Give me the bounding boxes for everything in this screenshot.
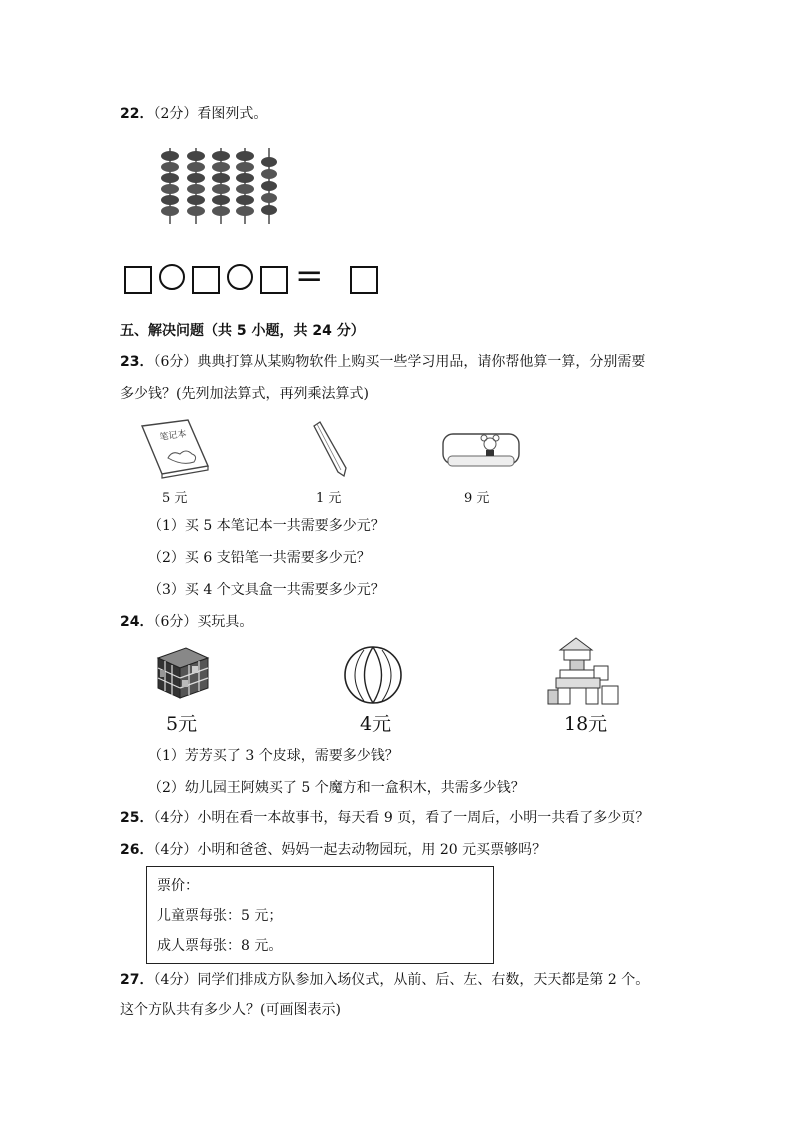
q23-line-1 (120, 352, 645, 372)
q23-line-2: 多少钱？(先列加法算式，再列乘法算式) (120, 386, 369, 402)
question-text: 看图列式。 (197, 106, 268, 122)
q23-sub-3: （3）买 4 个文具盒一共需要多少元？ (148, 582, 385, 598)
question-number: 24． (120, 614, 154, 630)
pencil-picture (310, 420, 350, 478)
skewer-2 (187, 148, 205, 224)
skewer-1 (161, 148, 179, 224)
pencil-case-picture (440, 430, 524, 472)
skewer-picture (150, 140, 290, 230)
q23-sub-2: （2）买 6 支铅笔一共需要多少元？ (148, 550, 371, 566)
answer-box-result[interactable] (350, 266, 378, 294)
skewer-3 (212, 148, 230, 224)
ticket-price-heading: 票价： (157, 878, 199, 894)
question-score: （2分） (153, 106, 198, 122)
question-number: 26． (120, 842, 154, 858)
question-number: 27． (120, 972, 154, 988)
question-score: （6分） (153, 614, 198, 630)
answer-box-2[interactable] (192, 266, 220, 294)
q25-line (120, 808, 649, 828)
rubiks-cube-picture (154, 644, 212, 702)
child-ticket-price: 儿童票每张：5 元； (157, 908, 283, 924)
question-text: 买玩具。 (197, 614, 254, 630)
question-score: （4分） (153, 842, 198, 858)
adult-ticket-price: 成人票每张：8 元。 (157, 938, 283, 954)
operator-circle-2[interactable] (227, 264, 253, 290)
pencil-case-price: 9 元 (464, 491, 490, 506)
question-number: 22． (120, 106, 154, 122)
question-score: （6分） (153, 354, 198, 370)
question-number: 25． (120, 810, 154, 826)
question-number: 23． (120, 354, 154, 370)
q23-sub-1: （1）买 5 本笔记本一共需要多少元？ (148, 518, 385, 534)
question-text: 小明和爸爸、妈妈一起去动物园玩，用 20 元买票够吗？ (197, 842, 547, 858)
answer-box-1[interactable] (124, 266, 152, 294)
skewer-4 (236, 148, 254, 224)
question-text: 小明在看一本故事书，每天看 9 页，看了一周后，小明一共看了多少页？ (197, 810, 650, 826)
question-score: （4分） (153, 810, 198, 826)
q24-sub-1: （1）芳芳买了 3 个皮球，需要多少钱？ (148, 748, 399, 764)
q27-line-2: 这个方队共有多少人？(可画图表示) (120, 1002, 341, 1018)
ball-price: 4元 (360, 713, 392, 735)
section-heading: 五、解决问题（共 5 小题，共 24 分） (120, 323, 365, 339)
cube-price: 5元 (166, 713, 198, 735)
q22-line (120, 104, 267, 124)
notebook-picture (138, 418, 210, 480)
operator-circle-1[interactable] (159, 264, 185, 290)
notebook-label: 笔记本 (159, 429, 188, 443)
equals-sign: = (295, 256, 324, 296)
ticket-price-box (146, 866, 494, 964)
answer-box-3[interactable] (260, 266, 288, 294)
question-text: 同学们排成方队参加入场仪式，从前、后、左、右数，天天都是第 2 个。 (197, 972, 650, 988)
blocks-price: 18元 (564, 713, 608, 735)
q26-line (120, 840, 546, 860)
skewer-5 (261, 148, 277, 224)
q24-line (120, 612, 253, 632)
building-blocks-picture (546, 636, 622, 708)
q24-sub-2: （2）幼儿园王阿姨买了 5 个魔方和一盒积木，共需多少钱？ (148, 780, 525, 796)
ball-picture (342, 644, 404, 706)
question-text: 典典打算从某购物软件上购买一些学习用品，请你帮他算一算，分别需要 (197, 354, 646, 370)
q27-line-1 (120, 970, 649, 990)
pencil-price: 1 元 (316, 491, 342, 506)
question-score: （4分） (153, 972, 198, 988)
notebook-price: 5 元 (162, 491, 188, 506)
